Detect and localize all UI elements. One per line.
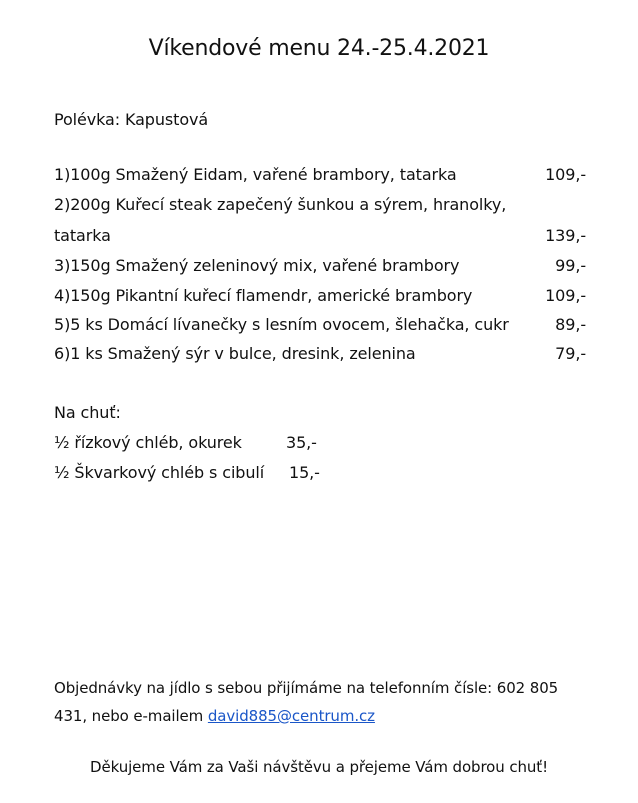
menu-item-5-price: 89,-: [555, 315, 586, 334]
order-text-line2: [54, 702, 594, 730]
order-info: [54, 674, 594, 730]
extras-item-2-text: ½ Škvarkový chléb s cibulí: [54, 463, 265, 482]
extras-item-2-price: 15,-: [289, 463, 320, 482]
extras-item-1-price: 35,-: [286, 433, 317, 452]
order-text-line1: Objednávky na jídlo s sebou přijímáme na telefonním čísle: 602 805: [54, 679, 559, 697]
menu-item-2-text-line2: tatarka: [54, 226, 111, 245]
page-title: Víkendové menu 24.-25.4.2021: [148, 36, 490, 61]
soup-line: Polévka: Kapustová: [54, 110, 209, 129]
menu-item-4-price: 109,-: [545, 286, 586, 305]
menu-item-1-text: 1)100g Smažený Eidam, vařené brambory, tatarka: [54, 165, 457, 184]
menu-item-4-text: 4)150g Pikantní kuřecí flamendr, americké brambory: [54, 286, 473, 305]
menu-item-3-text: 3)150g Smažený zeleninový mix, vařené brambory: [54, 256, 460, 275]
thanks-message: Děkujeme Vám za Vaši návštěvu a přejeme Vám dobrou chuť!: [90, 758, 548, 776]
menu-item-6-text: 6)1 ks Smažený sýr v bulce, dresink, zelenina: [54, 344, 416, 363]
order-text-prefix: 431, nebo e-mailem: [54, 707, 204, 725]
menu-item-2-text-line1: 2)200g Kuřecí steak zapečený šunkou a sýrem, hranolky,: [54, 195, 507, 214]
menu-item-1-price: 109,-: [545, 165, 586, 184]
extras-heading: Na chuť:: [54, 403, 121, 422]
menu-item-3-price: 99,-: [555, 256, 586, 275]
menu-item-6-price: 79,-: [555, 344, 586, 363]
menu-item-5-text: 5)5 ks Domácí lívanečky s lesním ovocem, šlehačka, cukr: [54, 315, 509, 334]
email-link[interactable]: david885@centrum.cz: [207, 707, 375, 725]
menu-item-2-price: 139,-: [545, 226, 586, 245]
extras-item-1-text: ½ řízkový chléb, okurek: [54, 433, 242, 452]
